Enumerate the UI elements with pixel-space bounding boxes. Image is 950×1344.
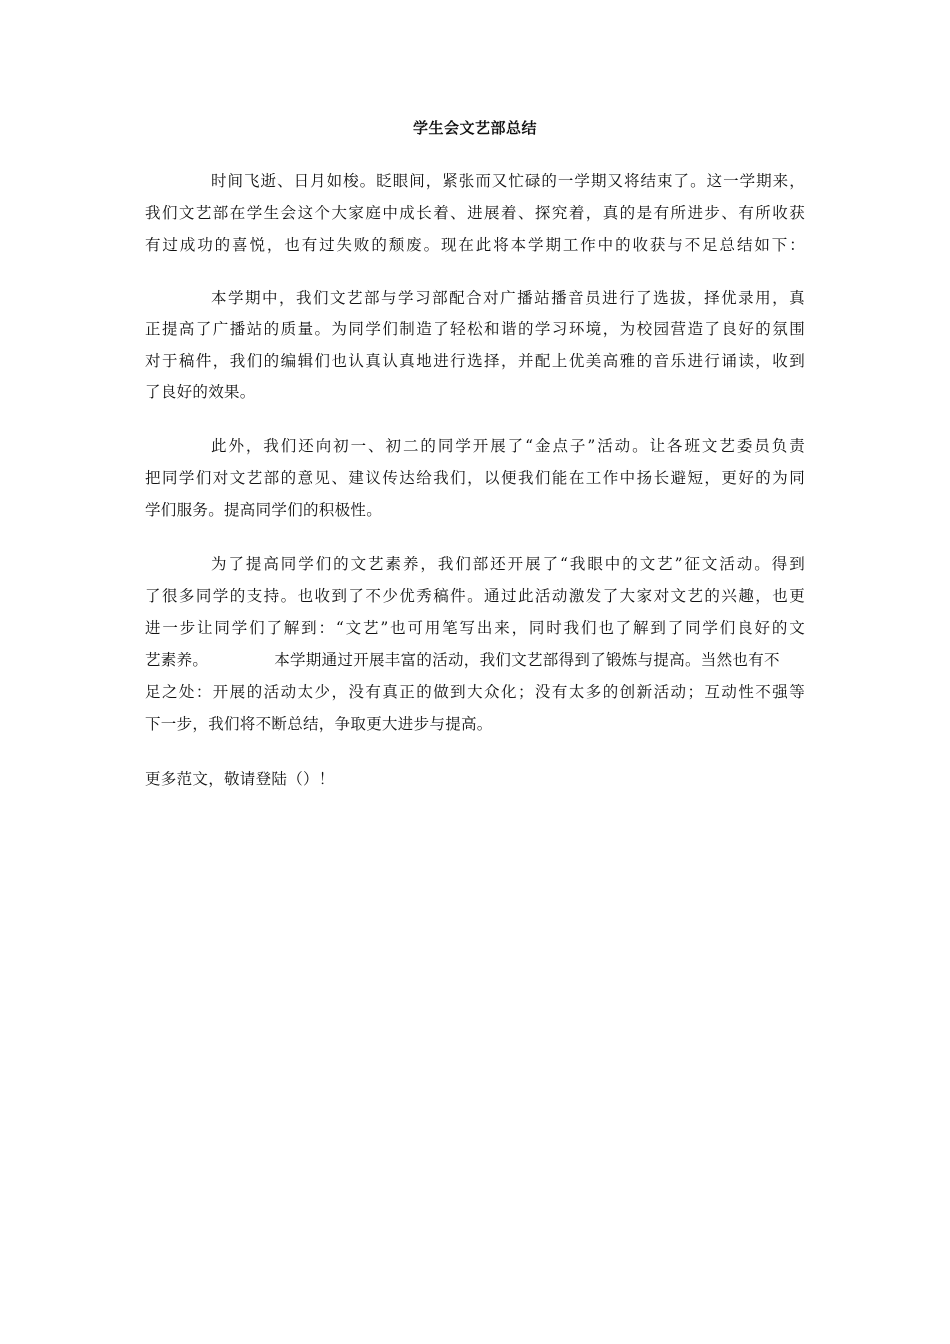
paragraph-line: 下一步，我们将不断总结，争取更大进步与提高。 <box>145 715 493 733</box>
paragraph-line: 为了提高同学们的文艺素养，我们部还开展了“我眼中的文艺”征文活动。得到 <box>211 555 805 573</box>
paragraph-line: 把同学们对文艺部的意见、建议传达给我们，以便我们能在工作中扬长避短，更好的为同 <box>145 469 805 487</box>
paragraph-line: 学们服务。提高同学们的积极性。 <box>145 501 383 519</box>
paragraph-line: 对于稿件，我们的编辑们也认真认真地进行选择，并配上优美高雅的音乐进行诵读，收到 <box>145 352 805 370</box>
paragraph-line-continuation: 本学期通过开展丰富的活动，我们文艺部得到了锻炼与提高。当然也有不 <box>274 651 780 669</box>
paragraph-line: 了良好的效果。 <box>145 383 256 401</box>
paragraph-line: 进一步让同学们了解到：“文艺”也可用笔写出来，同时我们也了解到了同学们良好的文 <box>145 619 805 637</box>
footer-note: 更多范文，敬请登陆（）！ <box>145 770 335 788</box>
paragraph-line: 正提高了广播站的质量。为同学们制造了轻松和谐的学习环境，为校园营造了良好的氛围 <box>145 320 805 338</box>
paragraph-line: 本学期中，我们文艺部与学习部配合对广播站播音员进行了选拔，择优录用，真 <box>211 289 805 307</box>
paragraph-line: 足之处：开展的活动太少，没有真正的做到大众化；没有太多的创新活动；互动性不强等 <box>145 683 805 701</box>
document-title: 学生会文艺部总结 <box>412 119 537 137</box>
paragraph-line: 此外，我们还向初一、初二的同学开展了“金点子”活动。让各班文艺委员负责 <box>211 437 805 455</box>
paragraph-line: 了很多同学的支持。也收到了不少优秀稿件。通过此活动激发了大家对文艺的兴趣，也更 <box>145 587 805 605</box>
paragraph-line-split <box>145 649 805 671</box>
paragraph-line-start: 艺素养。 <box>145 651 209 669</box>
paragraph-line: 有过成功的喜悦，也有过失败的颓废。现在此将本学期工作中的收获与不足总结如下： <box>145 236 805 254</box>
paragraph-line: 我们文艺部在学生会这个大家庭中成长着、进展着、探究着，真的是有所进步、有所收获 <box>145 204 805 222</box>
paragraph-line: 时间飞逝、日月如梭。眨眼间，紧张而又忙碌的一学期又将结束了。这一学期来， <box>211 172 805 190</box>
